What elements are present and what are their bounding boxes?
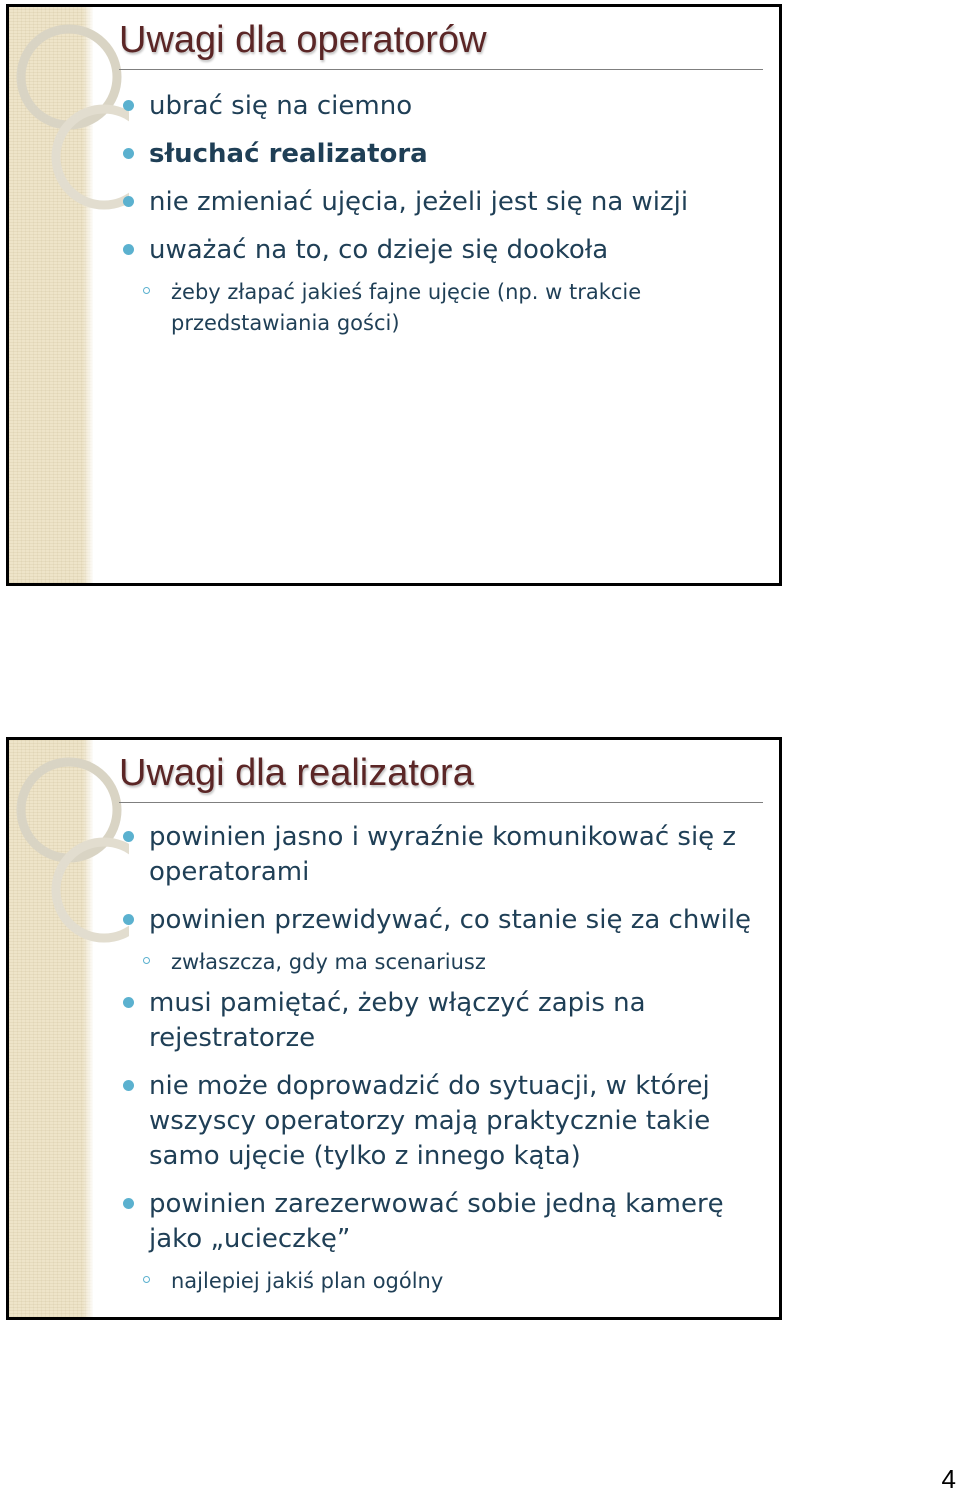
bullet-list bbox=[121, 89, 761, 347]
bullet-item: musi pamiętać, żeby włączyć zapis na rejestratorze bbox=[121, 986, 761, 1056]
bullet-item: słuchać realizatora bbox=[121, 137, 761, 172]
slide-title: Uwagi dla operatorów bbox=[119, 19, 487, 61]
bullet-item: powinien przewidywać, co stanie się za chwilę bbox=[121, 903, 761, 938]
bullet-item: powinien zarezerwować sobie jedną kamerę jako „ucieczkę” bbox=[121, 1187, 761, 1257]
bullet-item: ubrać się na ciemno bbox=[121, 89, 761, 124]
sub-bullet-item: zwłaszcza, gdy ma scenariusz bbox=[143, 947, 761, 978]
bullet-item: nie może doprowadzić do sytuacji, w której wszyscy operatorzy mają praktycznie takie samo ujęcie (tylko z innego kąta) bbox=[121, 1069, 761, 1174]
slide-director bbox=[6, 737, 782, 1320]
title-divider bbox=[119, 69, 763, 70]
decorative-rings-icon bbox=[9, 7, 129, 247]
slide-title: Uwagi dla realizatora bbox=[119, 752, 474, 794]
bullet-item: uważać na to, co dzieje się dookoła bbox=[121, 233, 761, 268]
slide-operators bbox=[6, 4, 782, 586]
bullet-item: powinien jasno i wyraźnie komunikować się z operatorami bbox=[121, 820, 761, 890]
bullet-item: nie zmieniać ujęcia, jeżeli jest się na wizji bbox=[121, 185, 761, 220]
decorative-rings-icon bbox=[9, 740, 129, 980]
sub-bullet-item: żeby złapać jakieś fajne ujęcie (np. w trakcie przedstawiania gości) bbox=[143, 277, 691, 339]
bullet-list bbox=[121, 820, 761, 1305]
page-number: 4 bbox=[941, 1464, 956, 1494]
sub-bullet-item: najlepiej jakiś plan ogólny bbox=[143, 1266, 761, 1297]
title-divider bbox=[119, 802, 763, 803]
